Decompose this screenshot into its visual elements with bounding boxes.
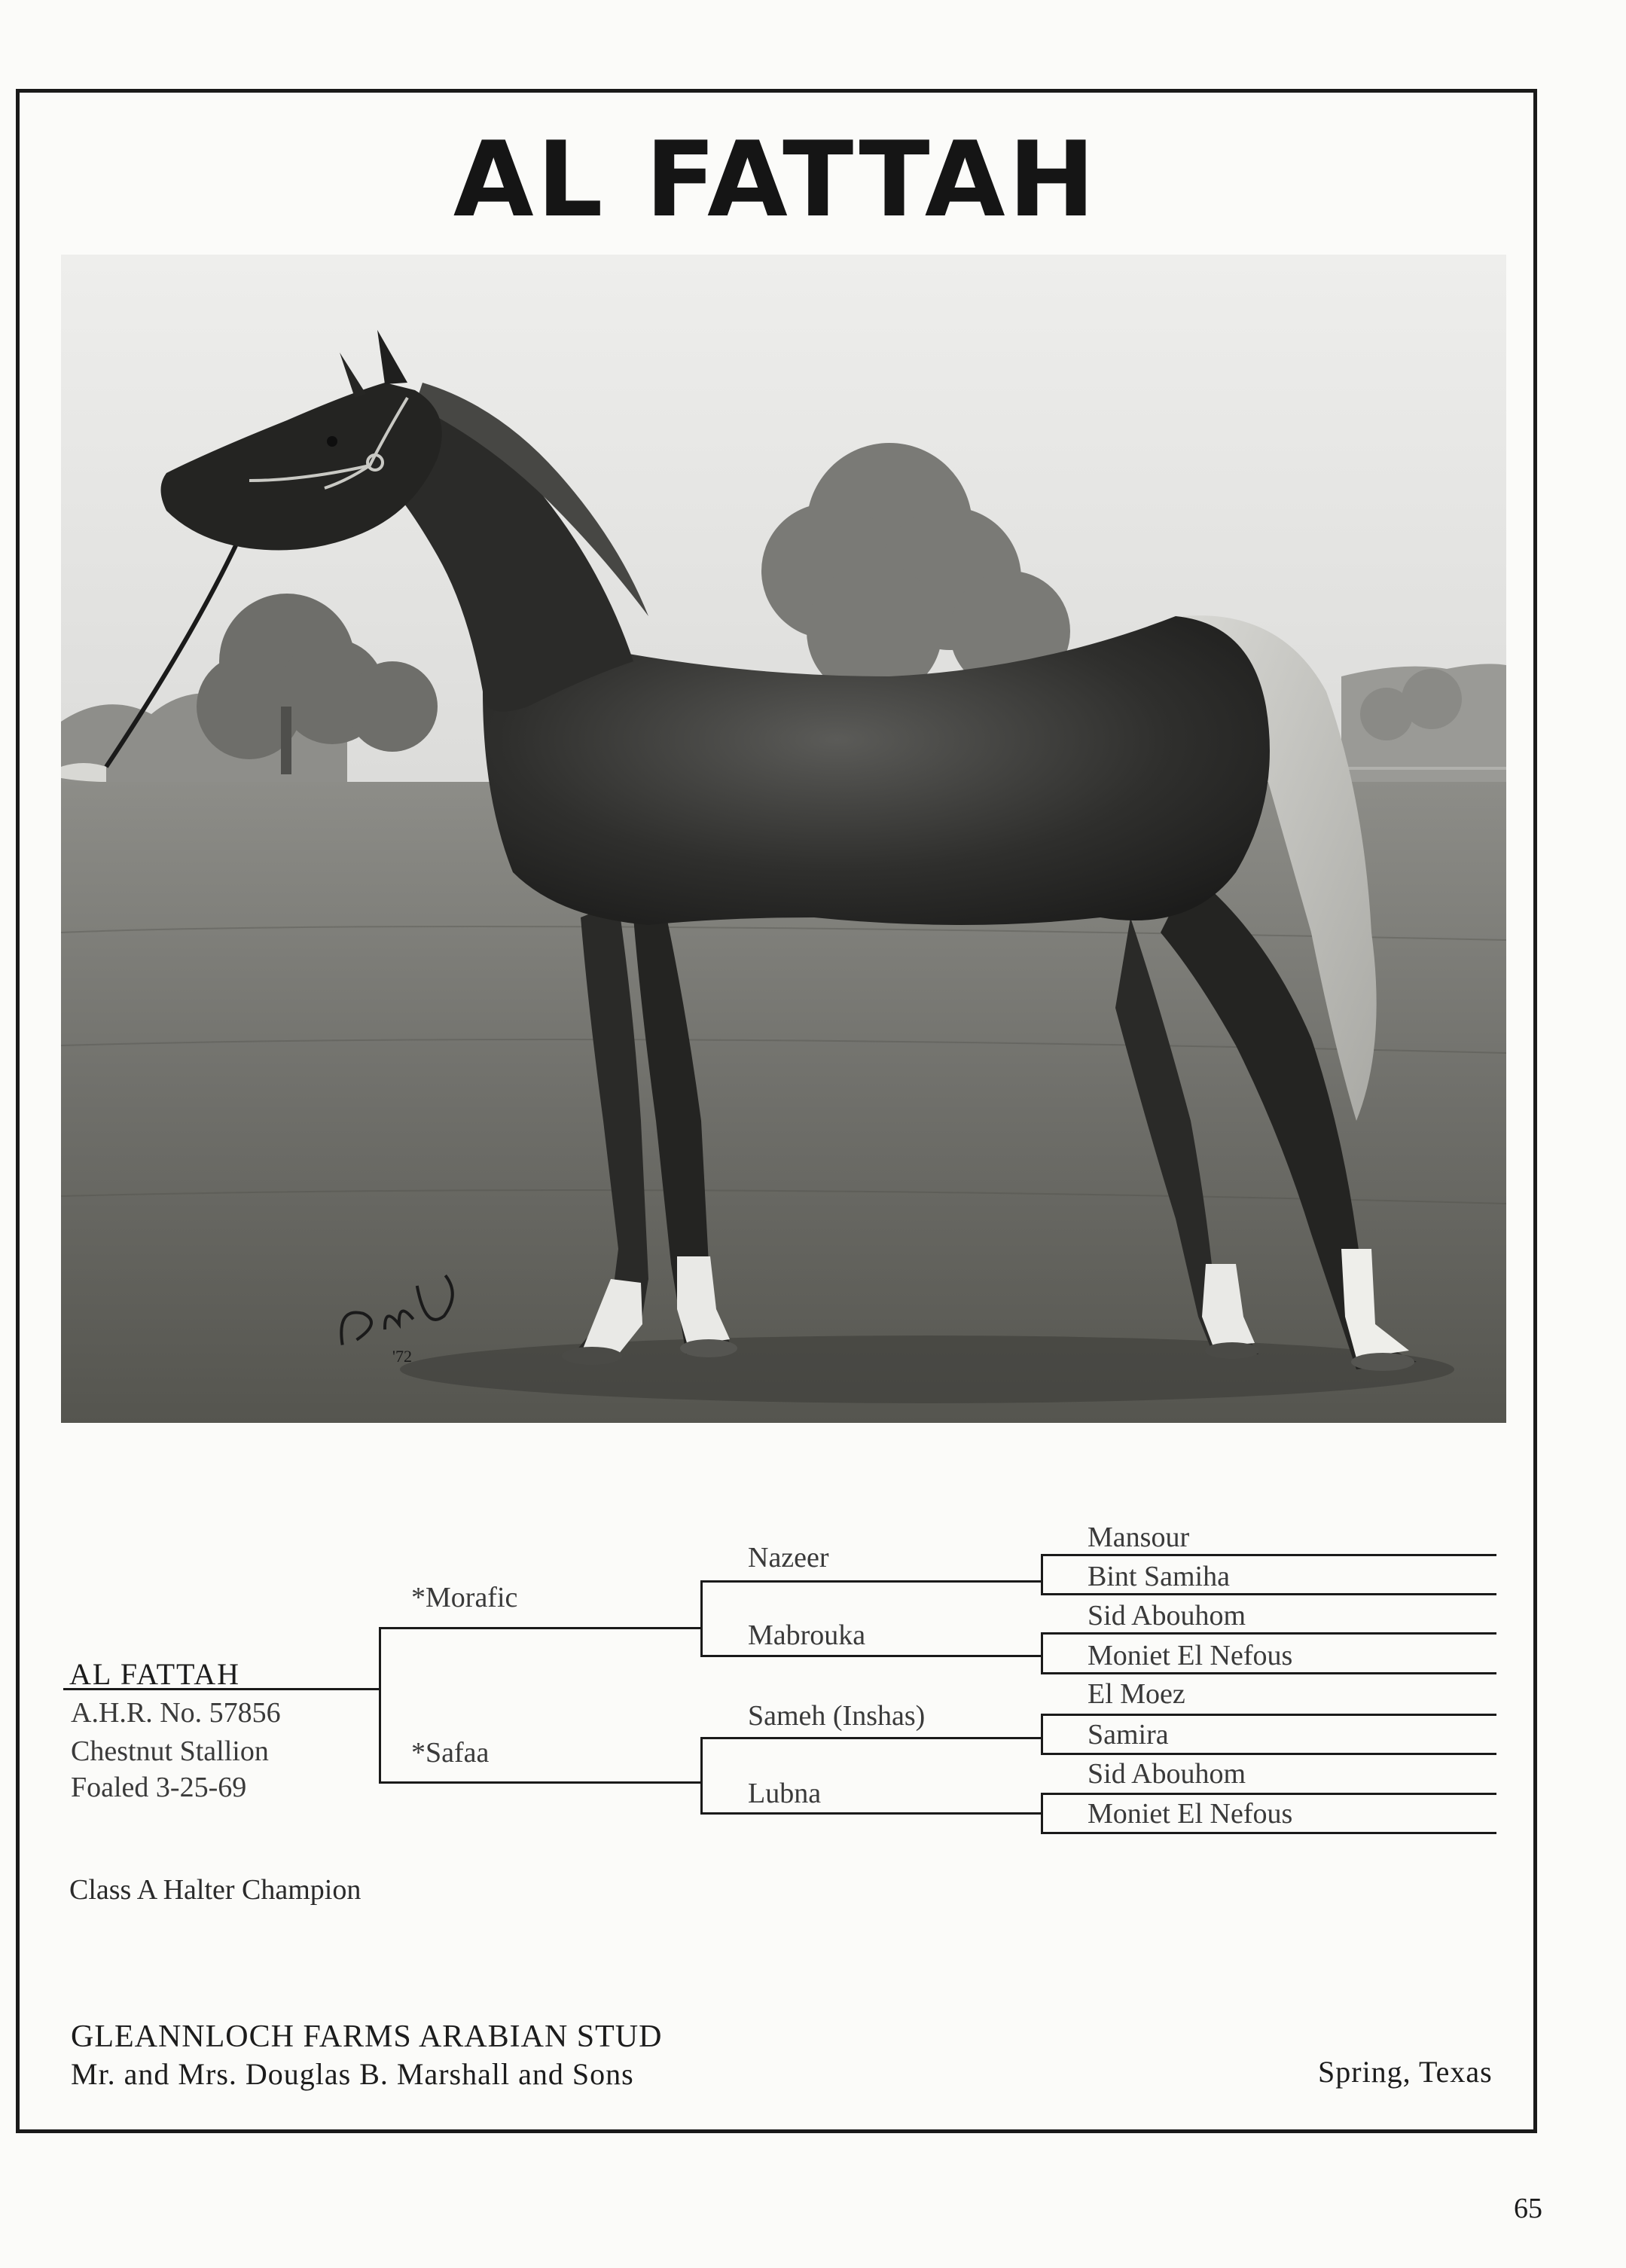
farm-owners: Mr. and Mrs. Douglas B. Marshall and Sons — [71, 2057, 634, 2091]
horse-photograph — [61, 255, 1506, 1423]
signature-year: '72 — [392, 1347, 412, 1366]
pedigree-great-grandparent: Moniet El Nefous — [1088, 1640, 1293, 1671]
pedigree-grandparent: Nazeer — [748, 1542, 829, 1574]
pedigree-bracket-gen1 — [379, 1627, 381, 1784]
pedigree-line-ggp4 — [1041, 1672, 1496, 1674]
pedigree-line-ggp3 — [1041, 1632, 1496, 1635]
pedigree-line-ggp6 — [1041, 1753, 1496, 1755]
pedigree-grandparent: Mabrouka — [748, 1619, 866, 1651]
pedigree-line-ggp8 — [1041, 1832, 1496, 1834]
farm-name: GLEANNLOCH FARMS ARABIAN STUD — [71, 2019, 663, 2054]
farm-location: Spring, Texas — [1318, 2055, 1493, 2089]
pedigree-line-sire — [379, 1627, 702, 1629]
pedigree-great-grandparent: Sid Abouhom — [1088, 1758, 1246, 1790]
pedigree-dam: *Safaa — [411, 1737, 490, 1769]
pedigree-bracket-ggp34 — [1041, 1632, 1043, 1674]
pedigree-line-ggp2 — [1041, 1593, 1496, 1595]
pedigree-bracket-sire — [700, 1580, 703, 1657]
pedigree-great-grandparent: Mansour — [1088, 1522, 1190, 1553]
pedigree-line-ggp1 — [1041, 1554, 1496, 1556]
horse-description: Chestnut Stallion — [71, 1735, 269, 1767]
pedigree-bracket-ggp78 — [1041, 1793, 1043, 1834]
pedigree-line-ggp5 — [1041, 1714, 1496, 1716]
pedigree-line-gp3 — [700, 1737, 1041, 1739]
pedigree-bracket-ggp56 — [1041, 1714, 1043, 1755]
pedigree-great-grandparent: Samira — [1088, 1719, 1169, 1751]
page-title: AL FATTAH — [453, 119, 1099, 240]
pedigree-bracket-dam — [700, 1737, 703, 1815]
pedigree-grandparent: Sameh (Inshas) — [748, 1700, 926, 1732]
horse-shadow — [400, 1335, 1454, 1403]
pedigree-great-grandparent: Bint Samiha — [1088, 1561, 1230, 1592]
horse-registration: A.H.R. No. 57856 — [71, 1697, 281, 1729]
pedigree-line-ggp7 — [1041, 1793, 1496, 1795]
pedigree-great-grandparent: Sid Abouhom — [1088, 1600, 1246, 1632]
pedigree-great-grandparent: El Moez — [1088, 1678, 1185, 1710]
pedigree-line-dam — [379, 1781, 702, 1784]
pedigree-line-gp2 — [700, 1655, 1041, 1657]
horse-name: AL FATTAH — [69, 1657, 241, 1691]
pedigree-bracket-ggp12 — [1041, 1554, 1043, 1595]
pedigree-line-gp4 — [700, 1812, 1041, 1815]
horse-award: Class A Halter Champion — [69, 1874, 362, 1906]
pedigree-line-gp1 — [700, 1580, 1041, 1583]
pedigree-sire: *Morafic — [411, 1582, 518, 1613]
pedigree-grandparent: Lubna — [748, 1778, 822, 1809]
page-number: 65 — [1514, 2193, 1542, 2224]
pedigree-great-grandparent: Moniet El Nefous — [1088, 1798, 1293, 1830]
horse-foaled: Foaled 3-25-69 — [71, 1772, 247, 1803]
